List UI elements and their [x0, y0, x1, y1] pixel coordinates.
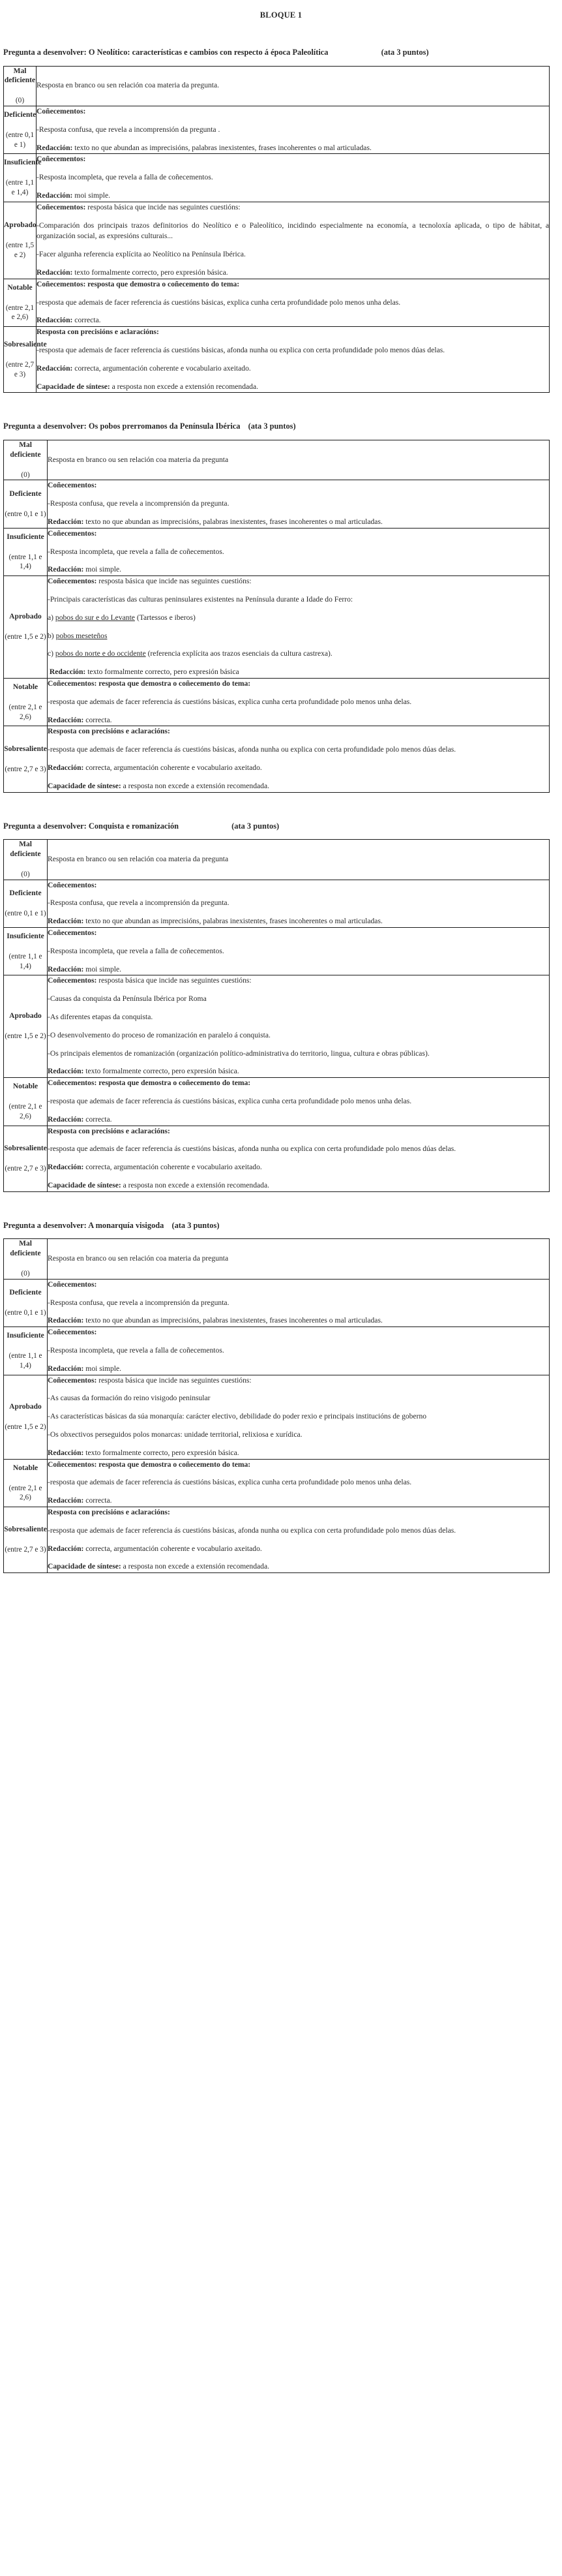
- redaction-text: correcta.: [85, 715, 112, 724]
- level-cell-sobresaliente: [4, 327, 47, 393]
- criteria-text: -resposta que ademais de facer referencia ás cuestións básicas, afonda nunha ou explica con certa profundidade polo menos dúas delas.: [48, 1526, 456, 1535]
- criteria-cell: [48, 928, 550, 975]
- question-points: (ata 3 puntos): [231, 821, 280, 831]
- redaction-text: correcta.: [74, 316, 101, 325]
- synthesis-text: a resposta non excede a extensión recomendada.: [123, 781, 269, 790]
- rubric-table: [3, 839, 550, 1192]
- criteria-item: -As causas da formación do reino visigodo peninsular: [48, 1394, 211, 1403]
- criteria-cell: [37, 106, 550, 154]
- criteria-cell: [48, 1459, 550, 1507]
- redaction-label: Redacción:: [48, 517, 84, 527]
- redaction-text: correcta, argumentación coherente e vocabulario axeitado.: [74, 363, 251, 373]
- criteria-item: -Facer algunha referencia explícita ao Neolítico na Península Ibérica.: [37, 250, 246, 259]
- level-range: (entre 2,1 e 2,6): [8, 1103, 42, 1120]
- level-range: (entre 1,5 e 2): [5, 1032, 46, 1041]
- table-row: [4, 1239, 550, 1280]
- redaction-label: Redacción:: [37, 316, 73, 325]
- table-row: [4, 440, 550, 480]
- level-name: Notable: [7, 283, 33, 292]
- criteria-item: -Os principais elementos de romanización (organización político-administrativa do territorio, lingua, cultura e obras públicas).: [48, 1049, 430, 1058]
- knowledge-intro: resposta básica que incide nas seguintes cuestións:: [87, 202, 241, 211]
- criteria-text: Resposta en branco ou sen relación coa materia da pregunta: [48, 1254, 229, 1263]
- criteria-intro: -Principais características das culturas peninsulares existentes na Península durante a Idade do Ferro:: [48, 595, 353, 604]
- notable-title: resposta que demostra o coñecemento do tema:: [87, 279, 240, 288]
- knowledge-label: Coñecementos:: [37, 155, 86, 164]
- criteria-cell: [48, 528, 550, 575]
- table-row: [4, 928, 550, 975]
- table-row: [4, 1459, 550, 1507]
- sobresaliente-title: Resposta con precisións e aclaracións:: [48, 1126, 170, 1135]
- table-row: [4, 1507, 550, 1572]
- criteria-cell: [37, 66, 550, 106]
- synthesis-label: Capacidade de síntese:: [37, 382, 110, 391]
- table-row: [4, 840, 550, 880]
- redaction-label: Redacción:: [48, 1496, 84, 1505]
- redaction-label: Redacción:: [48, 964, 84, 974]
- criteria-text: -Resposta incompleta, que revela a falla de coñecementos.: [48, 547, 224, 556]
- knowledge-label: Coñecementos:: [48, 1079, 97, 1088]
- criteria-cell: [48, 1375, 550, 1459]
- question-text: Os pobos prerromanos da Península Ibérica: [88, 422, 241, 431]
- question-heading: [3, 48, 559, 58]
- item-rest: (Tartessos e iberos): [134, 613, 196, 622]
- level-range: (entre 1,5 e 2): [5, 241, 35, 259]
- criteria-text: Resposta en branco ou sen relación coa materia da pregunta.: [37, 81, 220, 90]
- level-cell-insuficiente: [4, 154, 42, 202]
- level-range: (entre 2,1 e 2,6): [5, 303, 35, 322]
- table-row: [4, 576, 550, 679]
- knowledge-label: Coñecementos:: [37, 107, 86, 116]
- knowledge-label: Coñecementos:: [48, 1460, 97, 1469]
- synthesis-text: a resposta non excede a extensión recomendada.: [123, 1562, 269, 1571]
- table-row: [4, 1327, 550, 1375]
- question-points: (ata 3 puntos): [381, 48, 429, 57]
- table-row: [4, 1279, 550, 1326]
- question-points: (ata 3 puntos): [171, 1220, 220, 1230]
- knowledge-intro: resposta básica que incide nas seguintes cuestións:: [98, 1375, 252, 1385]
- level-name: Deficiente: [4, 111, 37, 119]
- level-name: Sobresaliente: [4, 1526, 47, 1534]
- level-cell-deficiente: [4, 880, 48, 927]
- knowledge-label: Coñecementos:: [37, 279, 86, 288]
- redaction-label: Redacción:: [48, 565, 84, 574]
- table-row: [4, 202, 550, 279]
- criteria-text: -Resposta confusa, que revela a incomprensión da pregunta.: [48, 499, 229, 508]
- level-range: (entre 1,5 e 2): [5, 1422, 46, 1431]
- table-row: [4, 726, 550, 792]
- level-name: Mal deficiente: [4, 67, 36, 85]
- redaction-text: texto no que abundan as imprecisións, palabras inexistentes, frases incoherentes o mal articuladas.: [74, 143, 372, 152]
- level-name: Sobresaliente: [4, 341, 47, 349]
- question-text: A monarquía visigoda: [88, 1220, 164, 1230]
- table-row: [4, 880, 550, 927]
- level-cell-aprobado: [4, 1375, 48, 1459]
- level-name: Insuficiente: [4, 159, 42, 167]
- level-range: (entre 2,7 e 3): [5, 361, 35, 378]
- level-cell-aprobado: [4, 202, 37, 279]
- criteria-cell: [48, 679, 550, 726]
- table-row: [4, 975, 550, 1078]
- level-cell-deficiente: [4, 1279, 48, 1326]
- knowledge-label: Coñecementos:: [48, 928, 97, 938]
- knowledge-label: Coñecementos:: [48, 1280, 97, 1289]
- redaction-label: Redacción:: [48, 1316, 84, 1325]
- level-cell-deficiente: [4, 480, 48, 528]
- criteria-item: -O desenvolvemento do proceso de romanización en paralelo á conquista.: [48, 1030, 271, 1039]
- knowledge-label: Coñecementos:: [48, 577, 97, 586]
- level-name: Mal deficiente: [10, 440, 41, 459]
- criteria-text: -resposta que ademais de facer referencia ás cuestións básicas, afonda nunha ou explica con certa profundidade polo menos dúas delas.: [48, 1144, 456, 1154]
- item-link: pobos meseteños: [55, 631, 108, 640]
- level-name: Notable: [12, 1082, 38, 1091]
- level-name: Deficiente: [9, 1289, 42, 1297]
- synthesis-text: a resposta non excede a extensión recomendada.: [111, 382, 258, 391]
- criteria-item: -Causas da conquista da Península Ibérica por Roma: [48, 994, 207, 1004]
- item-marker: a): [48, 613, 55, 622]
- redaction-text: correcta, argumentación coherente e vocabulario axeitado.: [85, 1544, 262, 1553]
- rubric-section-conquista-romanizacion: [3, 821, 559, 1192]
- redaction-label: Redacción:: [49, 667, 86, 677]
- criteria-text: Resposta en branco ou sen relación coa materia da pregunta: [48, 455, 229, 464]
- redaction-label: Redacción:: [37, 268, 73, 277]
- criteria-cell: [48, 576, 550, 679]
- redaction-text: correcta.: [85, 1496, 112, 1505]
- level-cell-notable: [4, 1459, 48, 1507]
- rubric-table: [3, 440, 550, 793]
- table-row: [4, 66, 550, 106]
- criteria-cell: [48, 1507, 550, 1572]
- criteria-text: -resposta que ademais de facer referencia ás cuestións básicas, explica cunha certa profundidade polo menos unha delas.: [48, 697, 412, 706]
- redaction-label: Redacción:: [48, 1544, 84, 1553]
- redaction-label: Redacción:: [48, 763, 84, 772]
- knowledge-label: Coñecementos:: [48, 880, 97, 889]
- redaction-label: Redacción:: [48, 917, 84, 926]
- notable-title: resposta que demostra o coñecemento do tema:: [98, 1079, 251, 1088]
- level-range: (entre 2,7 e 3): [5, 1164, 46, 1173]
- redaction-text: moi simple.: [85, 1364, 122, 1373]
- level-cell-aprobado: [4, 576, 48, 679]
- redaction-text: correcta, argumentación coherente e vocabulario axeitado.: [85, 763, 262, 772]
- rubric-section-neolitico: [3, 48, 559, 393]
- criteria-text: -resposta que ademais de facer referencia ás cuestións básicas, afonda nunha ou explica con certa profundidade polo menos dúas delas.: [37, 346, 445, 354]
- question-text: Conquista e romanización: [88, 821, 179, 831]
- rubric-table: [3, 1238, 550, 1573]
- level-name: Deficiente: [9, 489, 42, 498]
- redaction-text: correcta.: [85, 1114, 112, 1124]
- redaction-text: texto formalmente correcto, pero expresión básica.: [85, 1067, 239, 1076]
- criteria-text: Resposta en branco ou sen relación coa materia da pregunta: [48, 854, 229, 863]
- sobresaliente-title: Resposta con precisións e aclaracións:: [48, 1507, 170, 1516]
- notable-title: resposta que demostra o coñecemento do tema:: [98, 1460, 251, 1469]
- item-marker: c): [48, 649, 55, 658]
- criteria-cell: [48, 1239, 550, 1280]
- table-row: [4, 528, 550, 575]
- criteria-text: -resposta que ademais de facer referencia ás cuestións básicas, explica cunha certa profundidade polo menos unha delas.: [48, 1478, 412, 1487]
- level-name: Deficiente: [9, 889, 42, 898]
- level-range: (entre 0,1 e 1): [5, 909, 46, 917]
- criteria-item: [48, 631, 549, 642]
- knowledge-intro: resposta básica que incide nas seguintes cuestións:: [98, 577, 252, 586]
- criteria-cell: [48, 440, 550, 480]
- criteria-cell: [48, 480, 550, 528]
- knowledge-intro: resposta básica que incide nas seguintes cuestións:: [98, 976, 252, 985]
- level-range: (entre 2,7 e 3): [5, 1546, 46, 1554]
- level-name: Sobresaliente: [4, 744, 47, 753]
- level-name: Insuficiente: [7, 532, 44, 541]
- level-name: Notable: [12, 683, 38, 692]
- item-link: pobos do sur e do Levante: [55, 613, 135, 622]
- level-range: (entre 2,1 e 2,6): [8, 703, 42, 721]
- level-cell-mal-deficiente: [4, 1239, 48, 1280]
- level-range: (0): [15, 97, 25, 105]
- level-name: Aprobado: [4, 221, 37, 230]
- redaction-text: correcta, argumentación coherente e vocabulario axeitado.: [85, 1163, 262, 1172]
- criteria-cell: [37, 327, 550, 393]
- synthesis-label: Capacidade de síntese:: [48, 781, 121, 790]
- level-cell-mal-deficiente: [4, 440, 48, 480]
- synthesis-label: Capacidade de síntese:: [48, 1562, 121, 1571]
- rubric-section-monarquia-visigoda: [3, 1221, 559, 1573]
- redaction-label: Redacción:: [48, 1067, 84, 1076]
- criteria-cell: [48, 1126, 550, 1191]
- redaction-text: moi simple.: [85, 964, 122, 974]
- table-row: [4, 279, 550, 326]
- item-rest: (referencia explícita aos trazos esenciais da cultura castrexa).: [145, 649, 333, 658]
- redaction-label: Redacción:: [48, 1163, 84, 1172]
- redaction-label: Redacción:: [48, 1364, 84, 1373]
- redaction-label: Redacción:: [37, 191, 73, 200]
- level-range: (entre 0,1 e 1): [5, 510, 46, 518]
- level-range: (entre 0,1 e 1): [5, 1309, 46, 1317]
- sobresaliente-title: Resposta con precisións e aclaracións:: [48, 727, 170, 736]
- criteria-text: -resposta que ademais de facer referencia ás cuestións básicas, afonda nunha ou explica con certa profundidade polo menos dúas delas.: [48, 745, 456, 754]
- level-name: Mal deficiente: [10, 840, 41, 859]
- knowledge-label: Coñecementos:: [48, 481, 97, 490]
- criteria-item: -Comparación dos principais trazos definitorios do Neolítico e o Paleolítico, incidindo especialmente na economía, a tecnoloxía aplicada, o tipo de hábitat, a organización social, as expresións culturais...: [37, 221, 549, 241]
- criteria-text: -Resposta confusa, que revela a incomprensión da pregunta.: [48, 1298, 229, 1307]
- redaction-label: Redacción:: [48, 1114, 84, 1124]
- question-heading: [3, 1221, 559, 1231]
- redaction-label: Redacción:: [37, 143, 73, 152]
- criteria-cell: [48, 1279, 550, 1326]
- redaction-label: Redacción:: [48, 715, 84, 724]
- criteria-text: -resposta que ademais de facer referencia ás cuestións básicas, explica cunha certa profundidade polo menos unha delas.: [37, 298, 401, 307]
- criteria-item: -As características básicas da súa monarquía: carácter electivo, debilidade do poder rexio e principais institucións de goberno: [48, 1412, 427, 1421]
- criteria-item: -Os obxectivos perseguidos polos monarcas: unidade territorial, relixiosa e xurídica.: [48, 1430, 303, 1439]
- knowledge-label: Coñecementos:: [37, 202, 86, 211]
- criteria-cell: [48, 726, 550, 792]
- question-points: (ata 3 puntos): [248, 422, 296, 431]
- table-row: [4, 480, 550, 528]
- table-row: [4, 679, 550, 726]
- criteria-text: -Resposta incompleta, que revela a falla de coñecementos.: [37, 173, 213, 182]
- level-cell-insuficiente: [4, 1327, 48, 1375]
- synthesis-text: a resposta non excede a extensión recomendada.: [123, 1180, 269, 1189]
- redaction-text: texto no que abundan as imprecisións, palabras inexistentes, frases incoherentes o mal articuladas.: [85, 517, 383, 527]
- redaction-label: Redacción:: [37, 363, 73, 373]
- level-cell-mal-deficiente: [4, 840, 48, 880]
- criteria-cell: [48, 880, 550, 927]
- item-marker: b): [48, 631, 56, 640]
- criteria-text: -resposta que ademais de facer referencia ás cuestións básicas, explica cunha certa profundidade polo menos unha delas.: [48, 1096, 412, 1105]
- level-range: (entre 1,1 e 1,4): [5, 179, 35, 197]
- criteria-text: -Resposta incompleta, que revela a falla de coñecementos.: [48, 1346, 224, 1355]
- criteria-cell: [37, 202, 550, 279]
- level-cell-notable: [4, 1078, 48, 1126]
- redaction-text: texto no que abundan as imprecisións, palabras inexistentes, frases incoherentes o mal articuladas.: [85, 1316, 383, 1325]
- document-page: [0, 10, 562, 1599]
- level-cell-notable: [4, 679, 48, 726]
- criteria-cell: [48, 975, 550, 1078]
- criteria-cell: [37, 154, 550, 202]
- rubric-table: [3, 66, 550, 393]
- level-range: (entre 2,1 e 2,6): [8, 1484, 42, 1502]
- knowledge-label: Coñecementos:: [48, 1328, 97, 1337]
- question-text: O Neolítico: características e cambios con respecto á época Paleolítica: [88, 48, 329, 57]
- level-range: (entre 0,1 e 1): [5, 131, 35, 149]
- criteria-text: -Resposta confusa, que revela a incomprensión da pregunta.: [48, 898, 229, 908]
- level-cell-sobresaliente: [4, 1126, 48, 1191]
- item-link: pobos do norte e do occidente: [55, 649, 146, 658]
- question-prefix: Pregunta a desenvolver:: [3, 1220, 87, 1230]
- level-cell-sobresaliente: [4, 1507, 48, 1572]
- redaction-text: moi simple.: [74, 191, 111, 200]
- level-cell-mal-deficiente: [4, 66, 37, 106]
- knowledge-label: Coñecementos:: [48, 529, 97, 538]
- level-cell-aprobado: [4, 975, 48, 1078]
- level-range: (entre 1,1 e 1,4): [8, 953, 42, 970]
- redaction-label: Redacción:: [48, 1448, 84, 1457]
- level-cell-deficiente: [4, 106, 37, 154]
- level-name: Notable: [12, 1464, 38, 1472]
- level-range: (entre 2,7 e 3): [5, 765, 46, 773]
- sobresaliente-title: Resposta con precisións e aclaracións:: [37, 328, 159, 337]
- level-range: (entre 1,1 e 1,4): [8, 553, 42, 571]
- level-name: Sobresaliente: [4, 1144, 47, 1152]
- table-row: [4, 327, 550, 393]
- level-name: Mal deficiente: [10, 1240, 41, 1258]
- rubric-section-pobos-prerromanos: [3, 422, 559, 792]
- level-cell-insuficiente: [4, 528, 48, 575]
- question-prefix: Pregunta a desenvolver:: [3, 48, 87, 57]
- criteria-cell: [48, 840, 550, 880]
- level-range: (0): [21, 1270, 30, 1278]
- table-row: [4, 1078, 550, 1126]
- criteria-cell: [48, 1327, 550, 1375]
- table-row: [4, 1375, 550, 1459]
- level-range: (0): [21, 470, 30, 479]
- level-cell-insuficiente: [4, 928, 48, 975]
- criteria-item: [48, 613, 549, 624]
- notable-title: resposta que demostra o coñecemento do tema:: [98, 679, 251, 688]
- level-name: Aprobado: [9, 1012, 42, 1020]
- criteria-text: -Resposta confusa, que revela a incomprensión da pregunta .: [37, 125, 220, 134]
- criteria-item: [48, 649, 549, 660]
- level-cell-notable: [4, 279, 37, 326]
- criteria-item: -As diferentes etapas da conquista.: [48, 1013, 153, 1021]
- level-range: (entre 1,1 e 1,4): [8, 1352, 42, 1370]
- redaction-text: texto formalmente correcto, pero expresión básica: [87, 667, 239, 677]
- level-name: Aprobado: [9, 613, 42, 621]
- level-range: (entre 1,5 e 2): [5, 633, 46, 641]
- redaction-text: texto no que abundan as imprecisións, palabras inexistentes, frases incoherentes o mal articuladas.: [85, 917, 383, 926]
- level-name: Aprobado: [9, 1402, 42, 1411]
- synthesis-label: Capacidade de síntese:: [48, 1180, 121, 1189]
- redaction-text: texto formalmente correcto, pero expresión básica.: [74, 268, 228, 277]
- level-cell-sobresaliente: [4, 726, 48, 792]
- level-name: Insuficiente: [7, 932, 44, 941]
- question-prefix: Pregunta a desenvolver:: [3, 422, 87, 431]
- level-range: (0): [21, 870, 30, 878]
- level-name: Insuficiente: [7, 1332, 44, 1340]
- table-row: [4, 1126, 550, 1191]
- knowledge-label: Coñecementos:: [48, 976, 97, 985]
- criteria-cell: [48, 1078, 550, 1126]
- knowledge-label: Coñecementos:: [48, 1375, 97, 1385]
- redaction-text: moi simple.: [85, 565, 122, 574]
- criteria-cell: [37, 279, 550, 326]
- table-row: [4, 154, 550, 202]
- redaction-text: texto formalmente correcto, pero expresión básica.: [85, 1448, 239, 1457]
- table-row: [4, 106, 550, 154]
- question-prefix: Pregunta a desenvolver:: [3, 821, 87, 831]
- question-heading: [3, 821, 559, 832]
- question-heading: [3, 422, 559, 432]
- criteria-text: -Resposta incompleta, que revela a falla de coñecementos.: [48, 946, 224, 955]
- page-title: BLOQUE 1: [259, 10, 303, 20]
- knowledge-label: Coñecementos:: [48, 679, 97, 688]
